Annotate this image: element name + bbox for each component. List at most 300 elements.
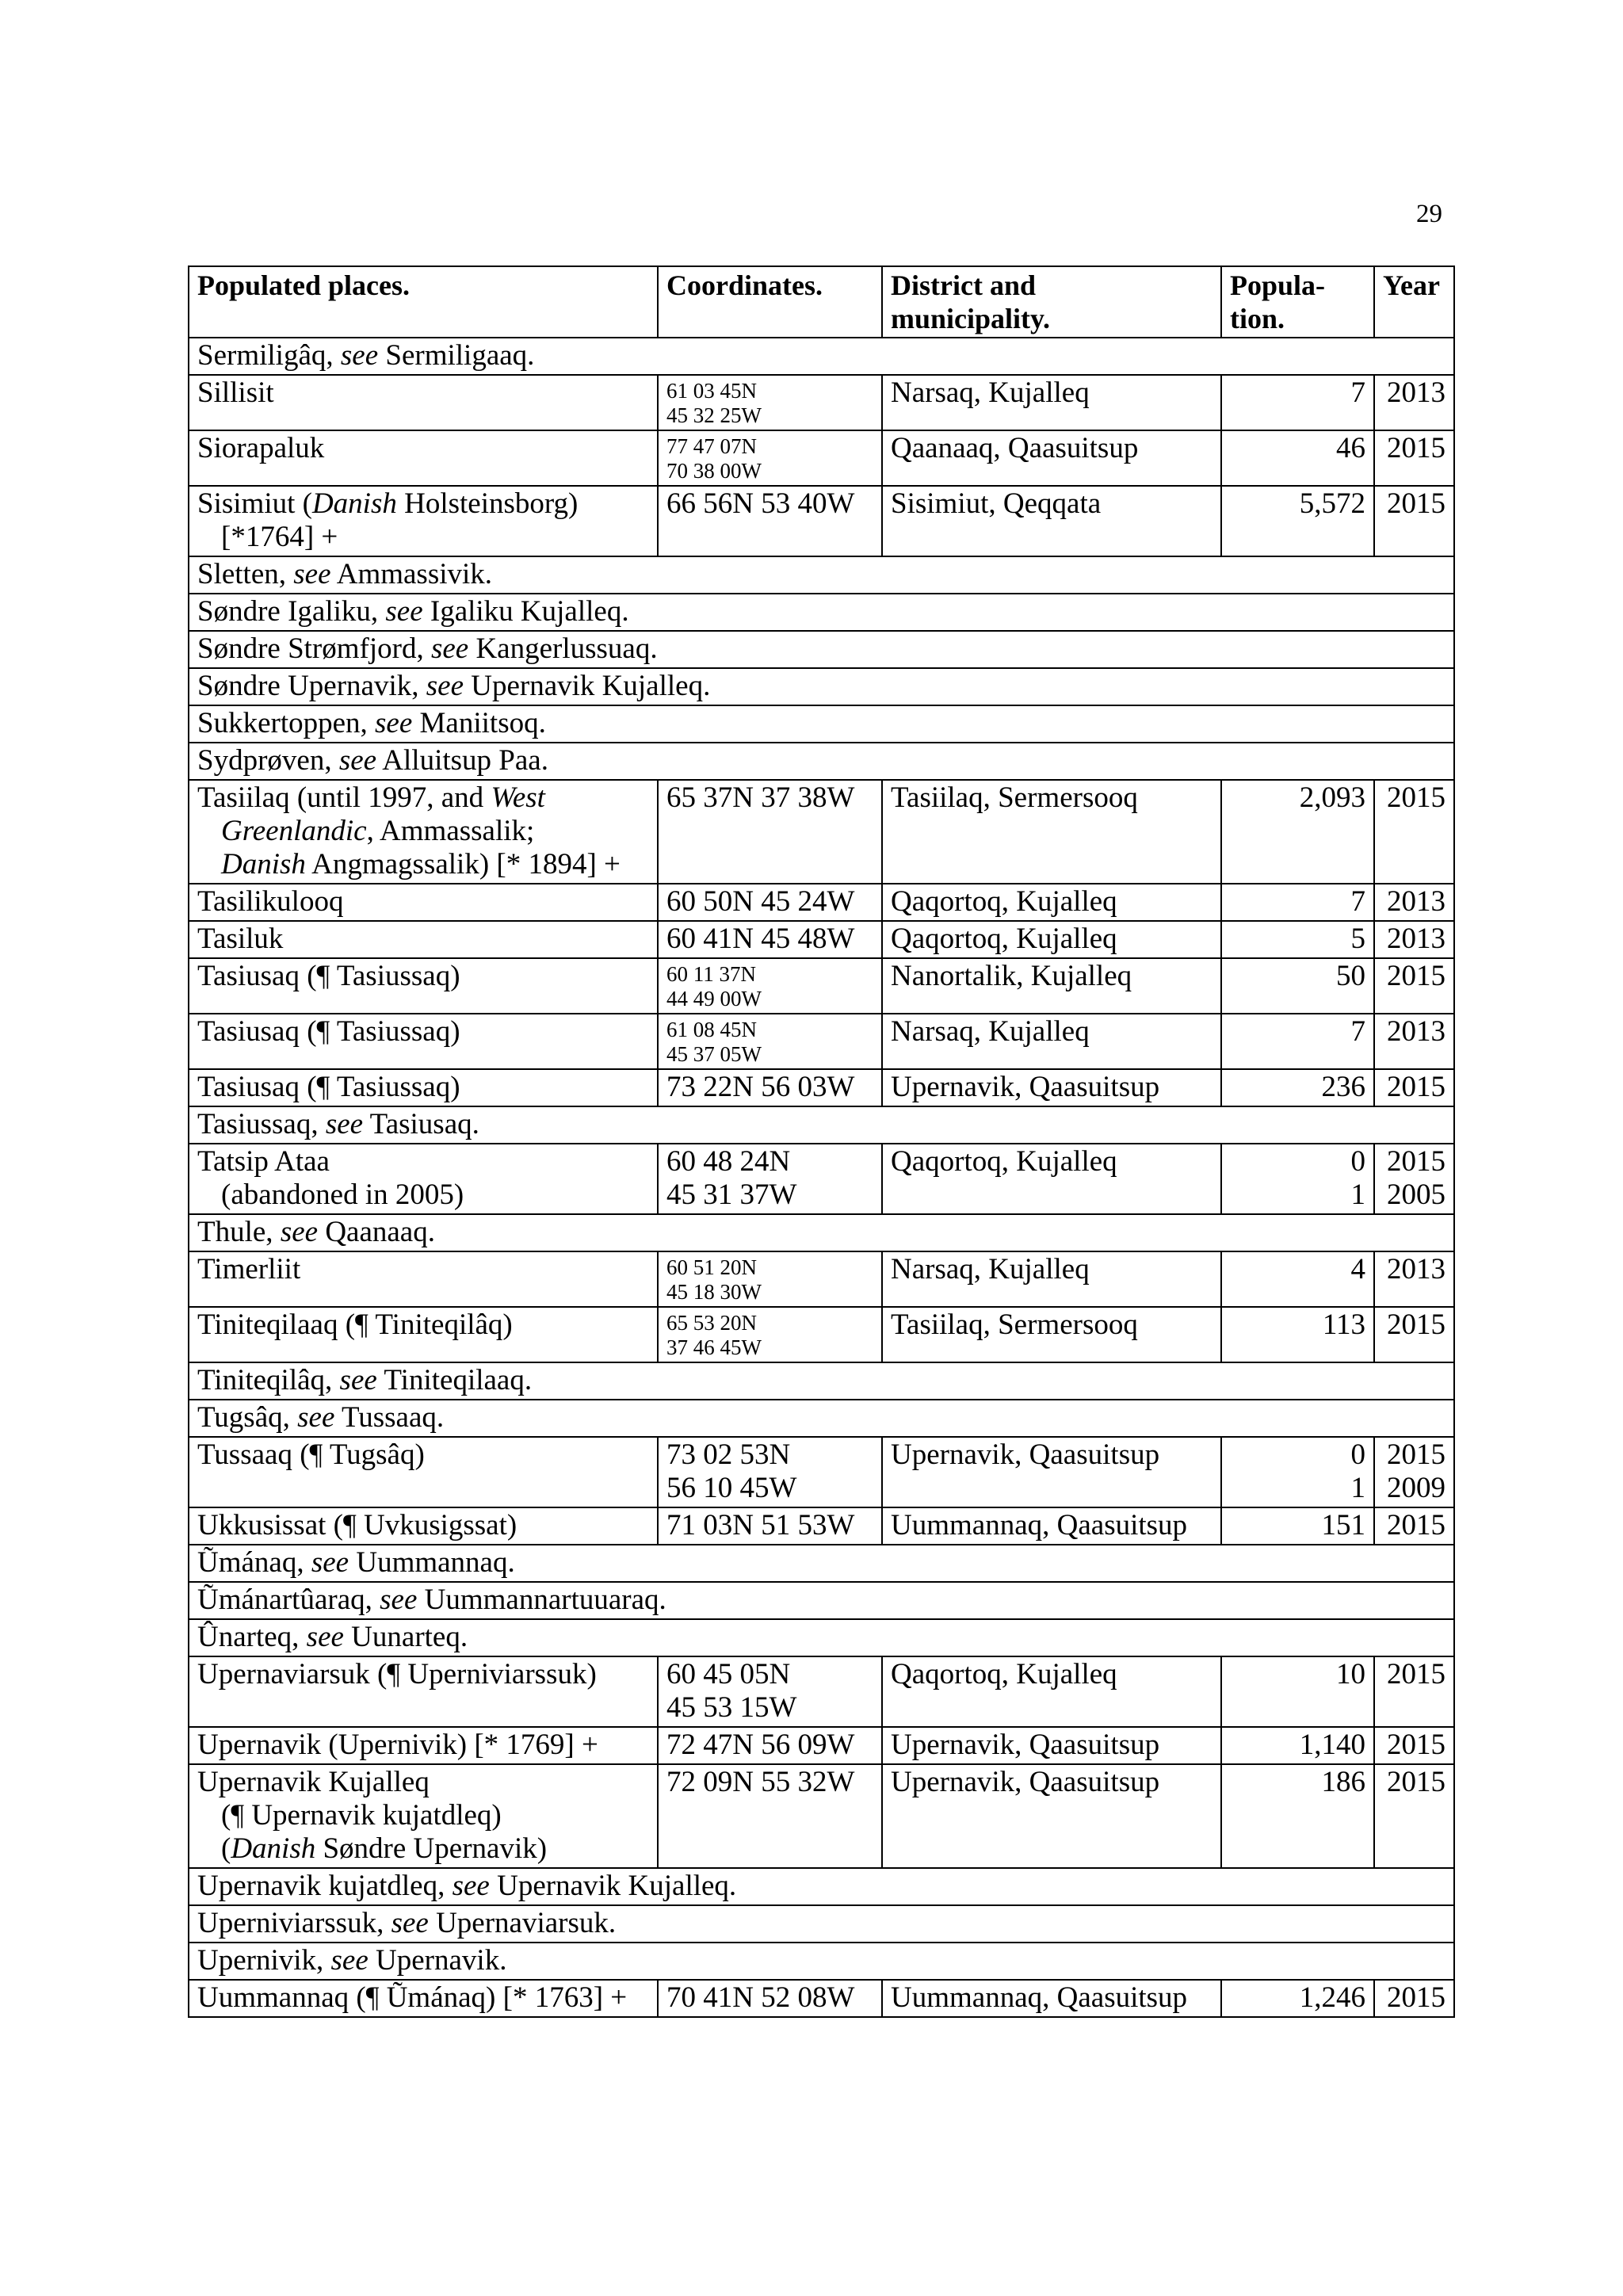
year-cell: [1374, 884, 1454, 921]
place-name-line: [197, 1145, 649, 1179]
year-cell: [1374, 921, 1454, 958]
table-row: [189, 1656, 1454, 1727]
year-cell: [1374, 1507, 1454, 1545]
district-cell: Upernavik, Qaasuitsup: [882, 1437, 1221, 1507]
year-cell: [1374, 1980, 1454, 2017]
italic-text: see: [380, 1584, 418, 1616]
coordinates-cell: [658, 1251, 882, 1307]
coordinate-line: 60 45 05N: [666, 1658, 791, 1690]
cross-reference-cell: [189, 1400, 1454, 1437]
year-cell: [1374, 486, 1454, 556]
coordinate-line: 70 41N 52 08W: [666, 1981, 855, 2014]
coordinate-line: 71 03N 51 53W: [666, 1509, 855, 1541]
table-body: [189, 338, 1454, 2017]
text-segment: Upernivik,: [197, 1944, 331, 1977]
population-cell: [1221, 921, 1374, 958]
place-name-line: [197, 1308, 649, 1342]
place-name-line: [197, 1981, 649, 2015]
italic-text: see: [293, 558, 331, 590]
place-name-cell: [189, 486, 658, 556]
text-segment: Ũmánartûaraq,: [197, 1584, 380, 1616]
text-segment: Sukkertoppen,: [197, 707, 376, 739]
text-segment: Igaliku Kujalleq.: [422, 595, 629, 628]
coordinates-cell: [658, 1980, 882, 2017]
place-name-cell: [189, 1656, 658, 1727]
population-value: 50: [1336, 960, 1365, 992]
population-value: 5: [1350, 923, 1365, 955]
place-name-line: [197, 521, 649, 554]
text-segment: , Ammassalik;: [366, 815, 535, 847]
place-name-line: [197, 781, 649, 815]
year-cell: [1374, 1144, 1454, 1214]
coordinate-line: 65 53 20N: [666, 1311, 757, 1335]
coordinate-line: 44 49 00W: [666, 987, 762, 1010]
coordinates-cell: [658, 1014, 882, 1069]
text-segment: Uummannaq (¶ Ũmánaq) [* 1763] +: [197, 1981, 628, 2014]
district-cell: Qaqortoq, Kujalleq: [882, 1144, 1221, 1214]
table-row: [189, 1144, 1454, 1214]
text-segment: Sermiligâq,: [197, 339, 341, 372]
coordinate-line: 60 50N 45 24W: [666, 885, 855, 918]
population-cell: [1221, 1251, 1374, 1307]
year-value: 2005: [1387, 1179, 1445, 1211]
cross-reference-cell: [189, 1905, 1454, 1943]
italic-text: see: [452, 1870, 490, 1902]
text-segment: (¶ Upernavik kujatdleq): [221, 1799, 502, 1832]
coordinates-cell: [658, 430, 882, 486]
district-cell: Upernavik, Qaasuitsup: [882, 1764, 1221, 1868]
district-cell: Qaanaaq, Qaasuitsup: [882, 430, 1221, 486]
district-cell: Qaqortoq, Kujalleq: [882, 921, 1221, 958]
year-value: 2013: [1387, 885, 1445, 918]
place-name-cell: [189, 430, 658, 486]
year-cell: [1374, 430, 1454, 486]
population-value: 186: [1321, 1766, 1365, 1798]
place-name-cell: [189, 1507, 658, 1545]
place-name-cell: [189, 1437, 658, 1507]
population-cell: [1221, 1069, 1374, 1106]
text-segment: Angmagssalik) [* 1894] +: [305, 848, 621, 881]
cross-reference-cell: [189, 1362, 1454, 1400]
coordinates-cell: [658, 884, 882, 921]
table-row: [189, 1507, 1454, 1545]
cross-reference-row: [189, 1545, 1454, 1582]
population-cell: [1221, 1727, 1374, 1764]
year-value: 2015: [1387, 1438, 1445, 1471]
text-segment: Tiniteqilaaq.: [376, 1364, 533, 1396]
district-cell: Narsaq, Kujalleq: [882, 375, 1221, 430]
italic-text: see: [297, 1401, 335, 1434]
text-segment: Søndre Strømfjord,: [197, 632, 431, 665]
cross-reference-cell: [189, 338, 1454, 375]
table-row: [189, 1764, 1454, 1868]
italic-text: see: [426, 670, 464, 702]
cross-reference-cell: [189, 1545, 1454, 1582]
text-segment: Tasiilaq (until 1997, and: [197, 781, 491, 814]
place-name-line: [197, 1766, 649, 1799]
place-name-line: [197, 923, 649, 956]
cross-reference-cell: [189, 594, 1454, 631]
coordinate-line: 45 37 05W: [666, 1042, 762, 1066]
table-row: [189, 486, 1454, 556]
coordinates-cell: [658, 1144, 882, 1214]
population-value: 1,140: [1299, 1729, 1365, 1761]
text-segment: Tatsip Ataa: [197, 1145, 330, 1178]
coordinate-line: 60 51 20N: [666, 1255, 757, 1279]
coordinate-line: 45 18 30W: [666, 1280, 762, 1304]
district-cell: Uummannaq, Qaasuitsup: [882, 1980, 1221, 2017]
coordinates-cell: [658, 958, 882, 1014]
italic-text: see: [306, 1621, 344, 1653]
cross-reference-cell: [189, 1214, 1454, 1251]
year-value: 2015: [1387, 1145, 1445, 1178]
text-segment: Upernavik Kujalleq.: [464, 670, 711, 702]
cross-reference-row: [189, 1905, 1454, 1943]
text-segment: (: [221, 1832, 231, 1865]
header-population: Popula- tion.: [1221, 266, 1374, 338]
coordinates-cell: [658, 1069, 882, 1106]
text-segment: Tasiusaq.: [363, 1108, 479, 1140]
year-value: 2015: [1387, 1071, 1445, 1103]
text-segment: Søndre Igaliku,: [197, 595, 386, 628]
italic-text: see: [340, 339, 379, 372]
year-value: 2015: [1387, 432, 1445, 464]
cross-reference-cell: [189, 556, 1454, 594]
population-value: 7: [1350, 885, 1365, 918]
population-cell: [1221, 1656, 1374, 1727]
cross-reference-row: [189, 631, 1454, 668]
cross-reference-row: [189, 668, 1454, 705]
place-name-cell: [189, 1727, 658, 1764]
text-segment: Siorapaluk: [197, 432, 325, 464]
population-cell: [1221, 958, 1374, 1014]
population-cell: [1221, 1437, 1374, 1507]
coordinate-line: 70 38 00W: [666, 459, 762, 483]
district-cell: Uummannaq, Qaasuitsup: [882, 1507, 1221, 1545]
text-segment: (abandoned in 2005): [221, 1179, 464, 1211]
text-segment: Upernaviarsuk (¶ Uperniviarssuk): [197, 1658, 597, 1690]
year-value: 2015: [1387, 1308, 1445, 1341]
coordinates-cell: [658, 486, 882, 556]
coordinate-line: 45 53 15W: [666, 1691, 797, 1724]
gazetteer-table: [188, 266, 1455, 2018]
header-row: [189, 266, 1454, 338]
italic-text: see: [430, 632, 469, 665]
coordinates-cell: [658, 1656, 882, 1727]
district-cell: Upernavik, Qaasuitsup: [882, 1069, 1221, 1106]
population-value: 113: [1322, 1308, 1365, 1341]
place-name-line: [197, 1658, 649, 1691]
cross-reference-cell: [189, 743, 1454, 780]
text-segment: Kangerlussuaq.: [468, 632, 658, 665]
place-name-cell: [189, 375, 658, 430]
text-segment: Upernavik Kujalleq.: [489, 1870, 737, 1902]
table-row: [189, 375, 1454, 430]
text-segment: Uummannaq.: [349, 1546, 515, 1579]
year-value: 2013: [1387, 923, 1445, 955]
place-name-cell: [189, 884, 658, 921]
place-name-line: [197, 1015, 649, 1049]
text-segment: Tiniteqilâq,: [197, 1364, 340, 1396]
year-value: 2013: [1387, 1015, 1445, 1048]
population-cell: [1221, 486, 1374, 556]
text-segment: Sisimiut (: [197, 487, 312, 520]
place-name-cell: [189, 921, 658, 958]
place-name-line: [197, 376, 649, 410]
italic-text: see: [385, 595, 423, 628]
text-segment: Tasiussaq,: [197, 1108, 326, 1140]
population-value: 5,572: [1299, 487, 1365, 520]
text-segment: Timerliit: [197, 1253, 301, 1286]
text-segment: Sletten,: [197, 558, 294, 590]
population-value: 4: [1350, 1253, 1365, 1286]
table-row: [189, 1014, 1454, 1069]
cross-reference-cell: [189, 705, 1454, 743]
year-cell: [1374, 958, 1454, 1014]
cross-reference-row: [189, 338, 1454, 375]
population-cell: [1221, 1507, 1374, 1545]
text-segment: Ũmánaq,: [197, 1546, 311, 1579]
population-cell: [1221, 780, 1374, 884]
table-row: [189, 1069, 1454, 1106]
population-cell: [1221, 1014, 1374, 1069]
coordinate-line: 77 47 07N: [666, 434, 757, 458]
place-name-cell: [189, 1980, 658, 2017]
place-name-line: [197, 848, 649, 881]
coordinate-line: 65 37N 37 38W: [666, 781, 855, 814]
text-segment: Uperniviarssuk,: [197, 1907, 391, 1939]
coordinates-cell: [658, 780, 882, 884]
year-cell: [1374, 1656, 1454, 1727]
table-row: [189, 1251, 1454, 1307]
header-coordinates: Coordinates.: [658, 266, 882, 338]
table-row: [189, 780, 1454, 884]
place-name-line: [197, 1799, 649, 1832]
population-value: 1,246: [1299, 1981, 1365, 2014]
year-value: 2015: [1387, 1509, 1445, 1541]
coordinates-cell: [658, 1507, 882, 1545]
page-number: 29: [1416, 200, 1442, 228]
italic-text: see: [330, 1944, 369, 1977]
place-name-cell: [189, 1251, 658, 1307]
text-segment: Tasiluk: [197, 923, 284, 955]
coordinate-line: 45 31 37W: [666, 1179, 797, 1211]
year-cell: [1374, 1727, 1454, 1764]
table-row: [189, 430, 1454, 486]
italic-text: see: [375, 707, 413, 739]
italic-text: see: [311, 1546, 349, 1579]
population-value: 7: [1350, 1015, 1365, 1048]
coordinates-cell: [658, 1307, 882, 1362]
text-segment: [*1764] +: [221, 521, 338, 553]
place-name-cell: [189, 958, 658, 1014]
header-year: Year: [1374, 266, 1454, 338]
cross-reference-row: [189, 1868, 1454, 1905]
population-cell: [1221, 884, 1374, 921]
table-row: [189, 1727, 1454, 1764]
place-name-line: [197, 1729, 649, 1762]
coordinate-line: 60 41N 45 48W: [666, 923, 855, 955]
district-cell: Upernavik, Qaasuitsup: [882, 1727, 1221, 1764]
coordinates-cell: [658, 375, 882, 430]
cross-reference-cell: [189, 1868, 1454, 1905]
italic-text: Danish: [221, 848, 306, 881]
italic-text: Danish: [231, 1832, 316, 1865]
coordinates-cell: [658, 1727, 882, 1764]
year-cell: [1374, 375, 1454, 430]
cross-reference-cell: [189, 668, 1454, 705]
text-segment: Upernavik kujatdleq,: [197, 1870, 453, 1902]
text-segment: Thule,: [197, 1216, 281, 1248]
text-segment: Uunarteq.: [343, 1621, 468, 1653]
coordinate-line: 73 02 53N: [666, 1438, 791, 1471]
place-name-cell: [189, 1307, 658, 1362]
place-name-cell: [189, 1144, 658, 1214]
text-segment: Tugsâq,: [197, 1401, 298, 1434]
place-name-line: [197, 960, 649, 993]
text-segment: Tasiusaq (¶ Tasiussaq): [197, 1071, 460, 1103]
place-name-line: [197, 1071, 649, 1104]
year-value: 2015: [1387, 960, 1445, 992]
coordinate-line: 56 10 45W: [666, 1472, 797, 1504]
table-row: [189, 884, 1454, 921]
population-cell: [1221, 1307, 1374, 1362]
table-row: [189, 1980, 1454, 2017]
place-name-cell: [189, 1069, 658, 1106]
place-name-line: [197, 815, 649, 848]
population-value: 7: [1350, 376, 1365, 409]
text-segment: Tasiusaq (¶ Tasiussaq): [197, 960, 460, 992]
population-cell: [1221, 375, 1374, 430]
text-segment: Ûnarteq,: [197, 1621, 307, 1653]
place-name-line: [197, 1438, 649, 1472]
coordinates-cell: [658, 1437, 882, 1507]
district-cell: Qaqortoq, Kujalleq: [882, 1656, 1221, 1727]
italic-text: West: [491, 781, 545, 814]
coordinate-line: 66 56N 53 40W: [666, 487, 855, 520]
population-value: 1: [1350, 1179, 1365, 1211]
population-cell: [1221, 1144, 1374, 1214]
text-segment: Qaanaaq.: [318, 1216, 435, 1248]
text-segment: Upernavik (Upernivik) [* 1769] +: [197, 1729, 598, 1761]
italic-text: Danish: [311, 487, 397, 520]
place-name-line: [197, 1179, 649, 1212]
cross-reference-cell: [189, 1943, 1454, 1980]
coordinate-line: 61 08 45N: [666, 1018, 757, 1041]
place-name-line: [197, 487, 649, 521]
district-cell: Narsaq, Kujalleq: [882, 1014, 1221, 1069]
cross-reference-row: [189, 1214, 1454, 1251]
population-value: 2,093: [1299, 781, 1365, 814]
population-value: 236: [1321, 1071, 1365, 1103]
year-cell: [1374, 1307, 1454, 1362]
year-value: 2015: [1387, 1766, 1445, 1798]
text-segment: Tussaaq (¶ Tugsâq): [197, 1438, 425, 1471]
population-value: 151: [1321, 1509, 1365, 1541]
coordinate-line: 72 47N 56 09W: [666, 1729, 855, 1761]
coordinates-cell: [658, 1764, 882, 1868]
year-value: 2015: [1387, 1729, 1445, 1761]
text-segment: Alluitsup Paa.: [376, 744, 548, 777]
coordinate-line: 45 32 25W: [666, 403, 762, 427]
cross-reference-row: [189, 743, 1454, 780]
population-cell: [1221, 1980, 1374, 2017]
district-cell: Sisimiut, Qeqqata: [882, 486, 1221, 556]
text-segment: Sydprøven,: [197, 744, 339, 777]
population-value: 10: [1336, 1658, 1365, 1690]
population-value: 46: [1336, 432, 1365, 464]
cross-reference-cell: [189, 631, 1454, 668]
population-value: 1: [1350, 1472, 1365, 1504]
cross-reference-row: [189, 1106, 1454, 1144]
text-segment: Sermiligaaq.: [378, 339, 535, 372]
year-value: 2015: [1387, 1658, 1445, 1690]
cross-reference-row: [189, 1943, 1454, 1980]
table-row: [189, 958, 1454, 1014]
text-segment: Holsteinsborg): [396, 487, 579, 520]
cross-reference-row: [189, 1362, 1454, 1400]
year-value: 2009: [1387, 1472, 1445, 1504]
place-name-line: [197, 1509, 649, 1542]
text-segment: Tasiusaq (¶ Tasiussaq): [197, 1015, 460, 1048]
place-name-cell: [189, 780, 658, 884]
place-name-line: [197, 885, 649, 919]
text-segment: Sillisit: [197, 376, 274, 409]
text-segment: Ukkusissat (¶ Uvkusigssat): [197, 1509, 517, 1541]
text-segment: Søndre Upernavik): [315, 1832, 548, 1865]
place-name-line: [197, 1253, 649, 1286]
population-cell: [1221, 1764, 1374, 1868]
text-segment: Maniitsoq.: [412, 707, 546, 739]
population-value: 0: [1350, 1438, 1365, 1471]
italic-text: see: [325, 1108, 364, 1140]
coordinate-line: 61 03 45N: [666, 379, 757, 403]
district-cell: Tasiilaq, Sermersooq: [882, 1307, 1221, 1362]
text-segment: Ammassivik.: [330, 558, 493, 590]
cross-reference-row: [189, 1582, 1454, 1619]
district-cell: Narsaq, Kujalleq: [882, 1251, 1221, 1307]
population-cell: [1221, 430, 1374, 486]
text-segment: Upernavik.: [368, 1944, 507, 1977]
table-row: [189, 1437, 1454, 1507]
year-value: 2015: [1387, 1981, 1445, 2014]
coordinate-line: 72 09N 55 32W: [666, 1766, 855, 1798]
italic-text: see: [338, 744, 377, 777]
year-cell: [1374, 1251, 1454, 1307]
cross-reference-row: [189, 705, 1454, 743]
header-district: District and municipality.: [882, 266, 1221, 338]
italic-text: Greenlandic: [221, 815, 367, 847]
district-cell: Tasiilaq, Sermersooq: [882, 780, 1221, 884]
cross-reference-row: [189, 556, 1454, 594]
italic-text: see: [391, 1907, 429, 1939]
text-segment: Tasilikulooq: [197, 885, 344, 918]
header-populated-places: Populated places.: [189, 266, 658, 338]
coordinate-line: 73 22N 56 03W: [666, 1071, 855, 1103]
population-value: 0: [1350, 1145, 1365, 1178]
year-value: 2013: [1387, 1253, 1445, 1286]
district-cell: Qaqortoq, Kujalleq: [882, 884, 1221, 921]
place-name-line: [197, 432, 649, 465]
year-cell: [1374, 1014, 1454, 1069]
italic-text: see: [339, 1364, 377, 1396]
place-name-cell: [189, 1014, 658, 1069]
year-value: 2015: [1387, 781, 1445, 814]
coordinate-line: 60 11 37N: [666, 962, 756, 986]
cross-reference-cell: [189, 1106, 1454, 1144]
text-segment: Uummannartuuaraq.: [417, 1584, 666, 1616]
year-cell: [1374, 780, 1454, 884]
